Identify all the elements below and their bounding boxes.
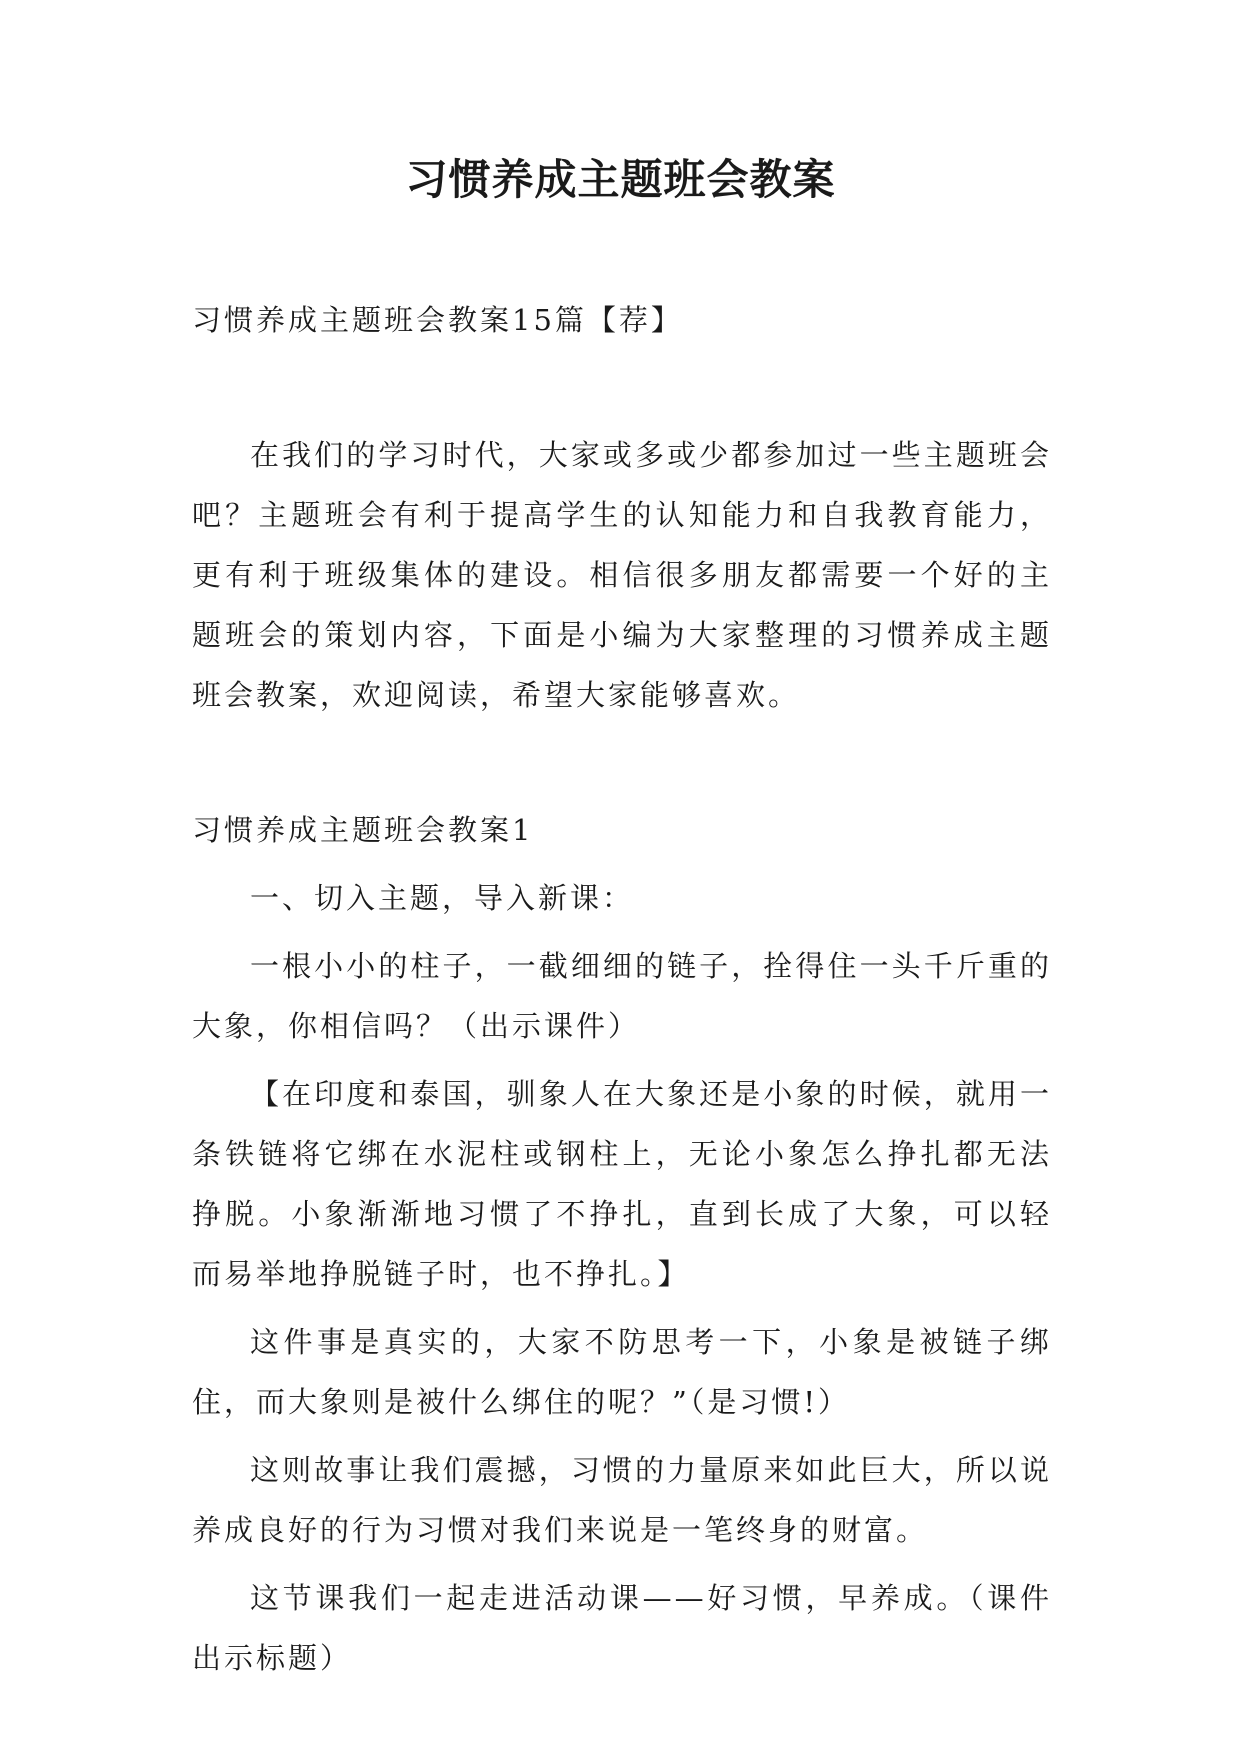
body-paragraph: 这节课我们一起走进活动课——好习惯，早养成。（课件出示标题） bbox=[192, 1581, 1052, 1675]
body-paragraph: 一根小小的柱子，一截细细的链子，拴得住一头千斤重的大象，你相信吗？（出示课件） bbox=[192, 949, 1052, 1043]
intro-paragraph: 在我们的学习时代，大家或多或少都参加过一些主题班会吧？主题班会有利于提高学生的认知能力和自我教育能力，更有利于班级集体的建设。相信很多朋友都需要一个好的主题班会的策划内容，下面是小编为大家整理的习惯养成主题班会教案，欢迎阅读，希望大家能够喜欢。 bbox=[192, 438, 1052, 712]
body-paragraph: 这件事是真实的，大家不防思考一下，小象是被链子绑住，而大象则是被什么绑住的呢？”（是习惯!） bbox=[192, 1325, 1052, 1419]
document-subtitle: 习惯养成主题班会教案15篇【荐】 bbox=[192, 303, 683, 337]
section-title: 习惯养成主题班会教案1 bbox=[192, 813, 534, 847]
body-paragraph: 这则故事让我们震撼，习惯的力量原来如此巨大，所以说养成良好的行为习惯对我们来说是一笔终身的财富。 bbox=[192, 1453, 1052, 1547]
document-body bbox=[192, 290, 1052, 1696]
body-paragraph: 一、切入主题，导入新课： bbox=[250, 881, 635, 915]
body-paragraph: 【在印度和泰国，驯象人在大象还是小象的时候，就用一条铁链将它绑在水泥柱或钢柱上，无论小象怎么挣扎都无法挣脱。小象渐渐地习惯了不挣扎，直到长成了大象，可以轻而易举地挣脱链子时，也不挣扎。】 bbox=[192, 1077, 1052, 1291]
document-title: 习惯养成主题班会教案 bbox=[405, 155, 836, 204]
